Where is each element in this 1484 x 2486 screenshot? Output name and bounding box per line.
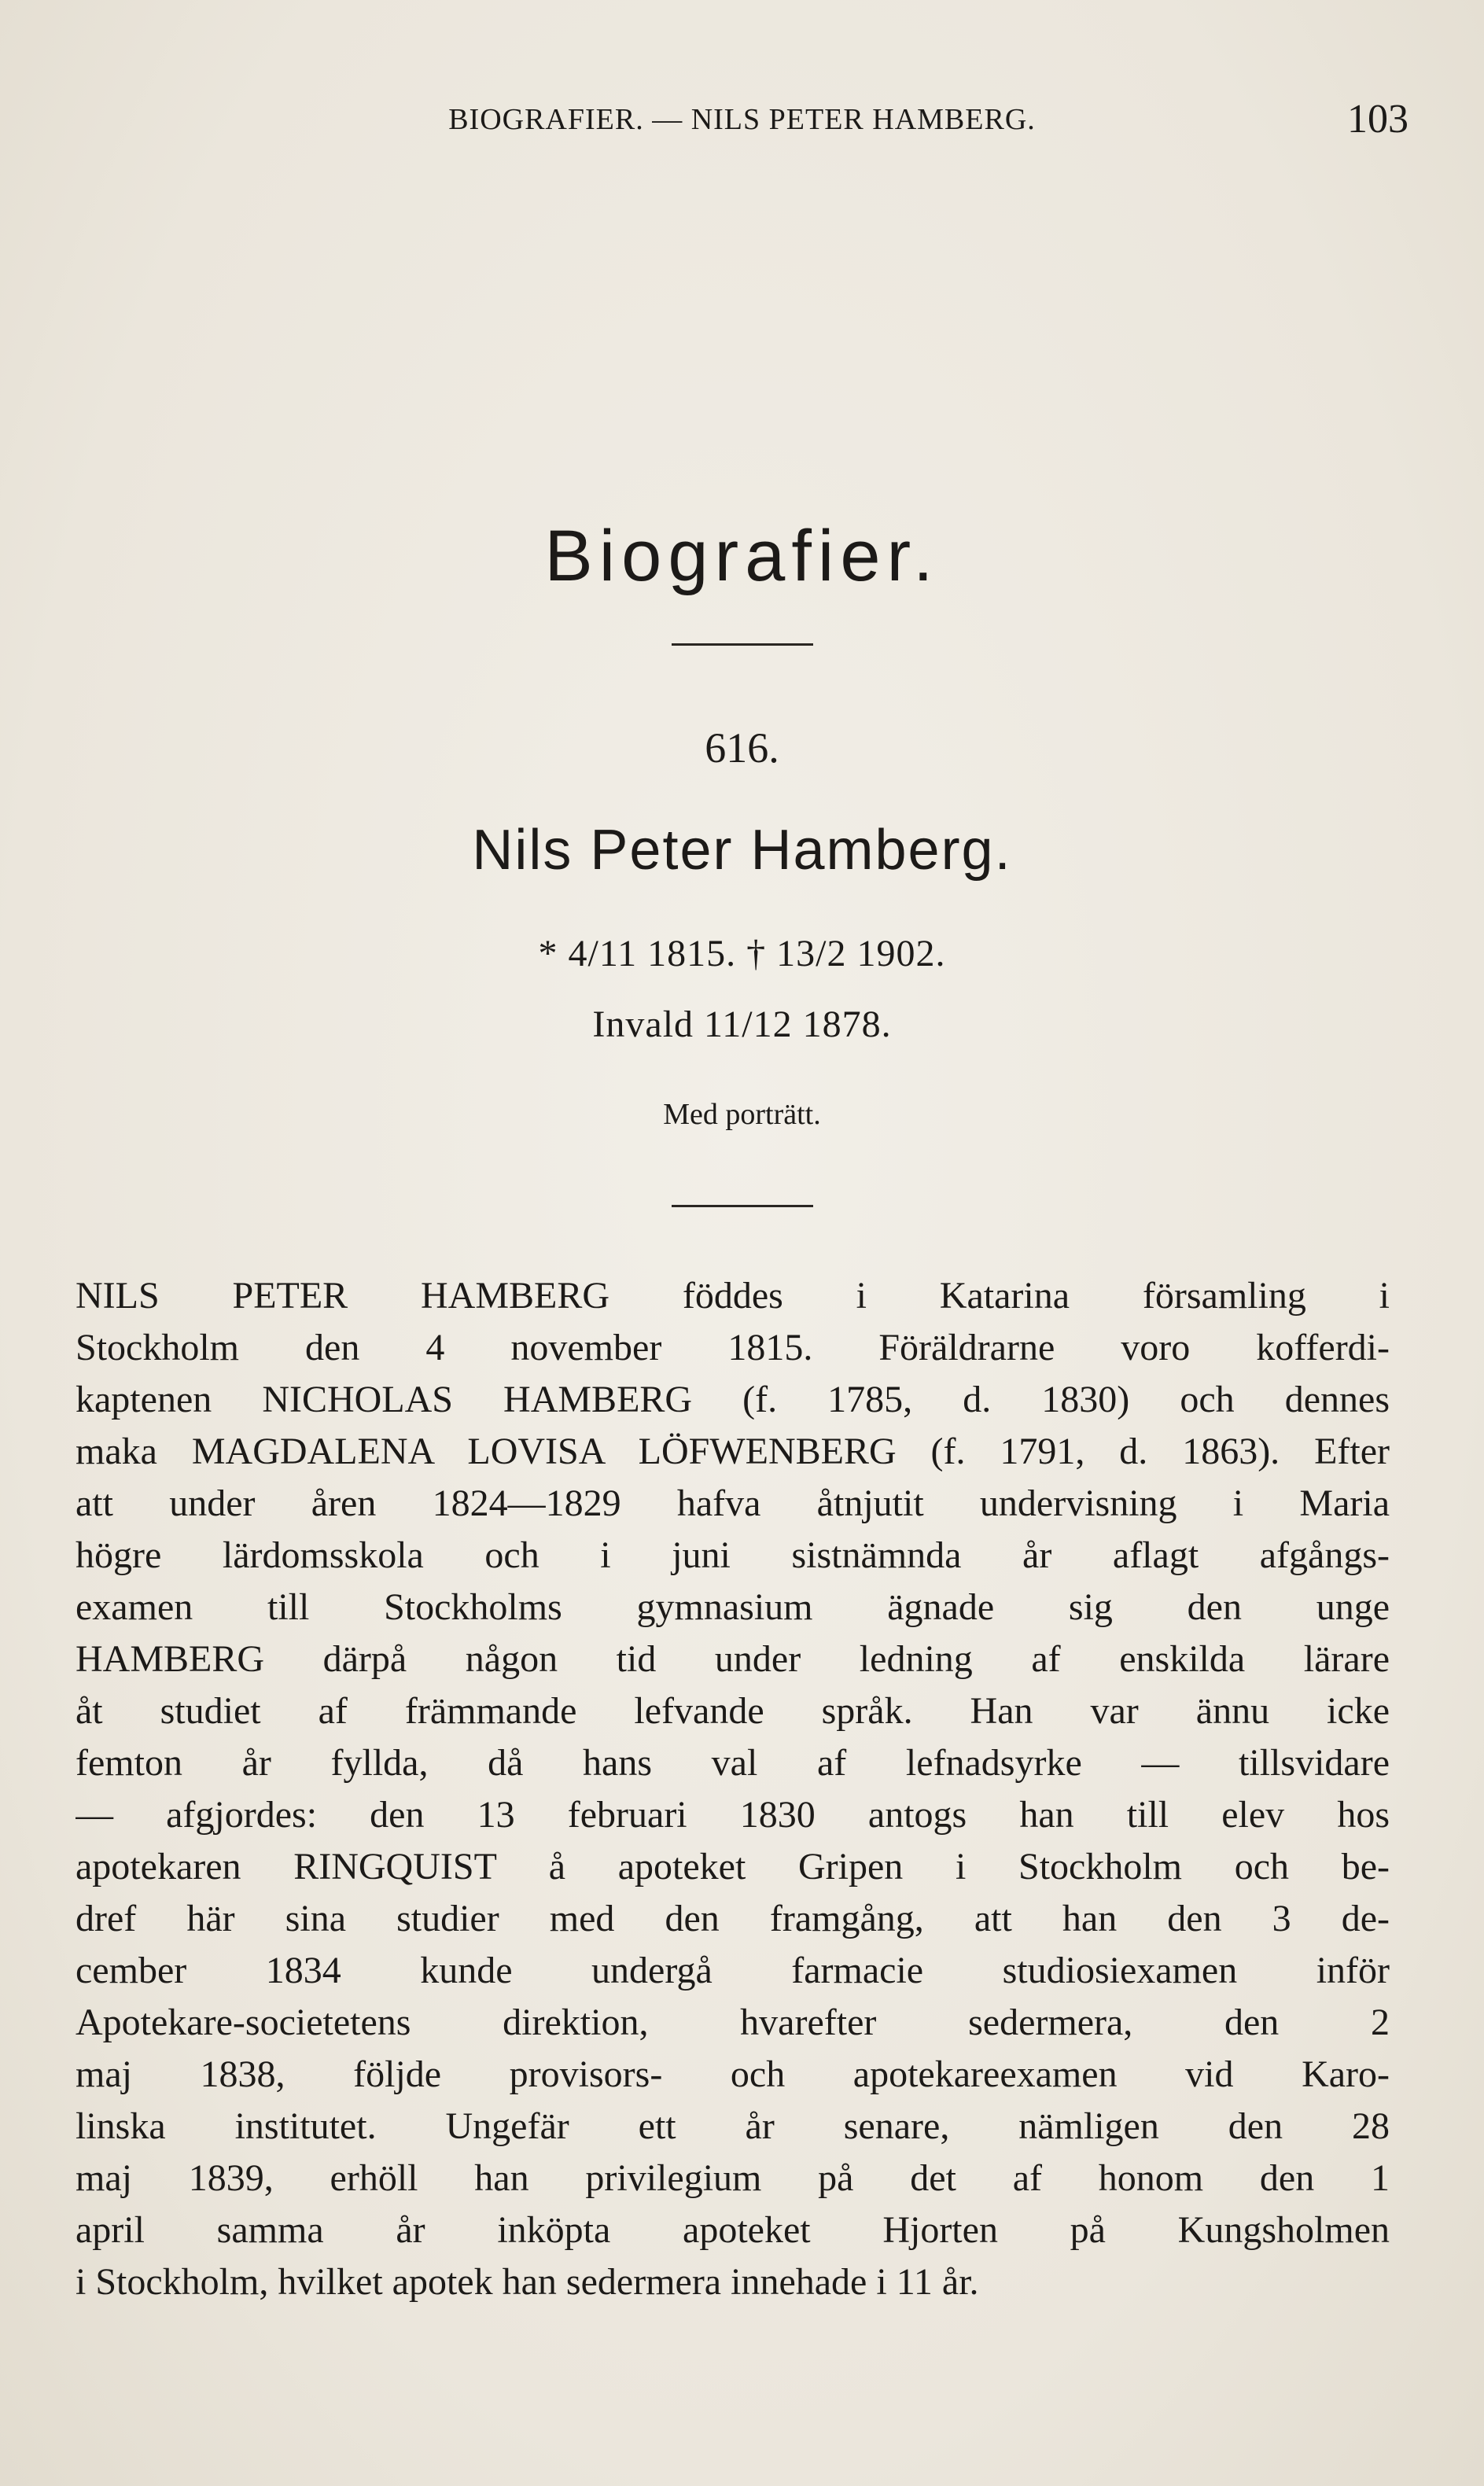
text-line: — afgjordes: den 13 februari 1830 antogs han till elev hos [75, 1794, 1390, 1836]
text-line: att under åren 1824—1829 hafva åtnjutit undervisning i Maria [75, 1482, 1390, 1524]
entry-invald: Invald 11/12 1878. [592, 1004, 892, 1045]
text-line: i Stockholm, hvilket apotek han sedermera innehade i 11 år. [75, 2261, 979, 2303]
text-line: examen till Stockholms gymnasium ägnade sig den unge [75, 1586, 1390, 1628]
text-line: april samma år inköpta apoteket Hjorten på Kungsholmen [75, 2209, 1390, 2251]
entry-name: Nils Peter Hamberg. [472, 819, 1012, 882]
text-line: apotekaren RINGQUIST å apoteket Gripen i Stockholm och be- [75, 1846, 1390, 1888]
text-line: dref här sina studier med den framgång, att han den 3 de- [75, 1898, 1390, 1939]
text-line: femton år fyllda, då hans val af lefnadsyrke — tillsvidare [75, 1742, 1390, 1784]
running-head: BIOGRAFIER. — NILS PETER HAMBERG. [448, 103, 1036, 136]
biography-text [75, 1270, 1390, 2308]
text-line: högre lärdomsskola och i juni sistnämnda år aflagt afgångs- [75, 1534, 1390, 1576]
text-line: Apotekare-societetens direktion, hvarefter sedermera, den 2 [75, 2002, 1390, 2043]
page-header [75, 96, 1409, 143]
text-line: NILS PETER HAMBERG föddes i Katarina församling i [75, 1275, 1390, 1317]
divider-rule [672, 643, 813, 646]
text-line: cember 1834 kunde undergå farmacie studiosiexamen inför [75, 1950, 1390, 1991]
page-number: 103 [1347, 97, 1409, 142]
text-line: linska institutet. Ungefär ett år senare, nämligen den 28 [75, 2105, 1390, 2147]
section-title: Biografier. [544, 516, 940, 596]
text-line: Stockholm den 4 november 1815. Föräldrarne voro kofferdi- [75, 1327, 1390, 1368]
entry-number: 616. [705, 724, 779, 772]
text-line: maj 1839, erhöll han privilegium på det af honom den 1 [75, 2157, 1390, 2199]
entry-dates: * 4/11 1815. † 13/2 1902. [538, 933, 946, 974]
text-line: maj 1838, följde provisors- och apotekareexamen vid Karo- [75, 2053, 1390, 2095]
text-line: HAMBERG därpå någon tid under ledning af enskilda lärare [75, 1638, 1390, 1680]
divider-rule [672, 1205, 813, 1207]
text-line: maka MAGDALENA LOVISA LÖFWENBERG (f. 1791, d. 1863). Efter [75, 1431, 1390, 1472]
portrait-note: Med porträtt. [663, 1098, 821, 1131]
text-line: åt studiet af främmande lefvande språk. Han var ännu icke [75, 1690, 1390, 1732]
text-line: kaptenen NICHOLAS HAMBERG (f. 1785, d. 1830) och dennes [75, 1379, 1390, 1420]
